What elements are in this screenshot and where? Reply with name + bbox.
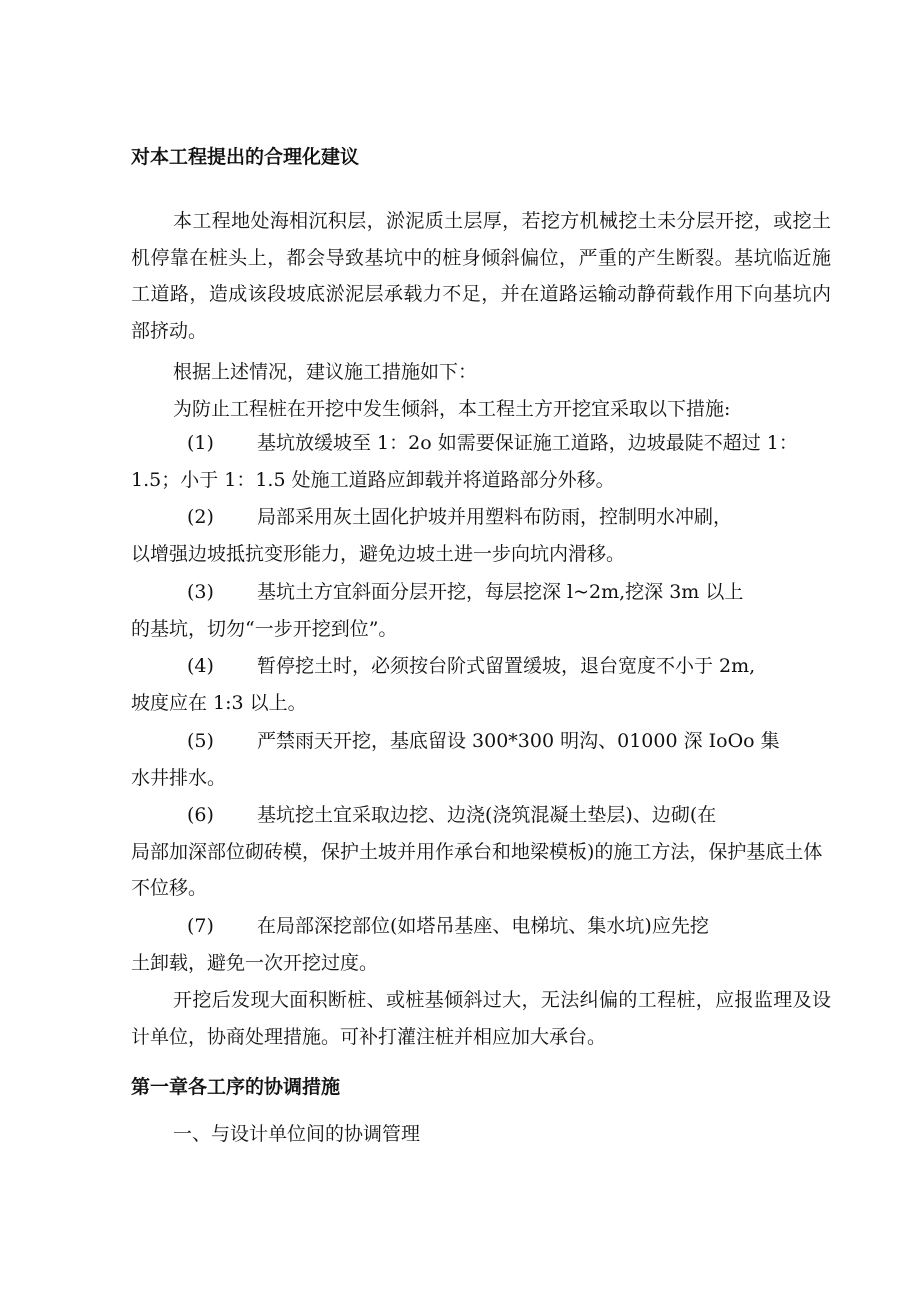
measure-item-6 [131, 797, 831, 907]
item-text: 严禁雨天开挖，基底留设 300*300 明沟、01000 深 IoOo 集 [257, 730, 780, 752]
item-text-cont: 水井排水。 [131, 766, 227, 789]
item-text-cont: 的基坑，切勿“一步开挖到位”。 [131, 617, 398, 640]
item-text: 局部采用灰土固化护坡并用塑料布防雨，控制明水冲刷， [257, 506, 733, 528]
item-text-cont: 以增强边坡抵抗变形能力，避免边坡土进一步向坑内滑移。 [131, 542, 626, 565]
item-text-cont: 局部加深部位砌砖模，保护土坡并用作承台和地梁模板)的施工方法，保护基底土体不位移。 [131, 840, 823, 899]
measure-item-4 [131, 648, 831, 721]
measure-item-2 [131, 499, 831, 572]
prevent-line: 为防止工程桩在开挖中发生倾斜，本工程土方开挖宜采取以下措施: [173, 398, 731, 420]
item-text: 基坑土方宜斜面分层开挖，每层挖深 l~2m,挖深 3m 以上 [257, 581, 744, 603]
item-text: 在局部深挖部位(如塔吊基座、电梯坑、集水坑)应先挖 [257, 915, 709, 937]
measure-item-5 [131, 723, 831, 796]
heading-suggestions: 对本工程提出的合理化建议 [131, 146, 360, 168]
item-number: (3) [187, 581, 214, 603]
item-text: 基坑放缓坡至 1：2o 如需要保证施工道路，边坡最陡不超过 1： [257, 432, 798, 454]
measure-item-1 [131, 425, 831, 498]
item-number: (1) [187, 432, 214, 454]
measure-item-7 [131, 908, 831, 981]
item-number: (2) [187, 506, 214, 528]
item-text-cont: 坡度应在 1:3 以上。 [131, 691, 307, 714]
item-number: (6) [187, 804, 214, 826]
item-text-cont: 土卸载，避免一次开挖过度。 [131, 951, 379, 974]
after-paragraph: 开挖后发现大面积断桩、或桩基倾斜过大，无法纠偏的工程桩，应报监理及设计单位，协商处理措施。可补打灌注桩并相应加大承台。 [131, 989, 831, 1048]
item-number: (5) [187, 730, 214, 752]
section-one-title: 一、与设计单位间的协调管理 [173, 1123, 421, 1145]
item-number: (7) [187, 915, 214, 937]
item-text: 暂停挖土时，必须按台阶式留置缓坡，退台宽度不小于 2m, [257, 655, 756, 677]
heading-chapter-one: 第一章各工序的协调措施 [131, 1076, 341, 1098]
measure-item-3 [131, 574, 831, 647]
intro-paragraph: 本工程地处海相沉积层，淤泥质土层厚，若挖方机械挖土未分层开挖，或挖土机停靠在桩头上，都会导致基坑中的桩身倾斜偏位，严重的产生断裂。基坑临近施工道路，造成该段坡底淤泥层承载力不足，并在道路运输动静荷载作用下向基坑内部挤动。 [131, 210, 831, 342]
situation-line: 根据上述情况，建议施工措施如下： [173, 361, 478, 383]
item-text: 基坑挖土宜采取边挖、边浇(浇筑混凝土垫层)、边砌(在 [257, 804, 717, 826]
item-text-cont: 1.5；小于 1：1.5 处施工道路应卸载并将道路部分外移。 [131, 468, 615, 491]
item-number: (4) [187, 655, 214, 677]
